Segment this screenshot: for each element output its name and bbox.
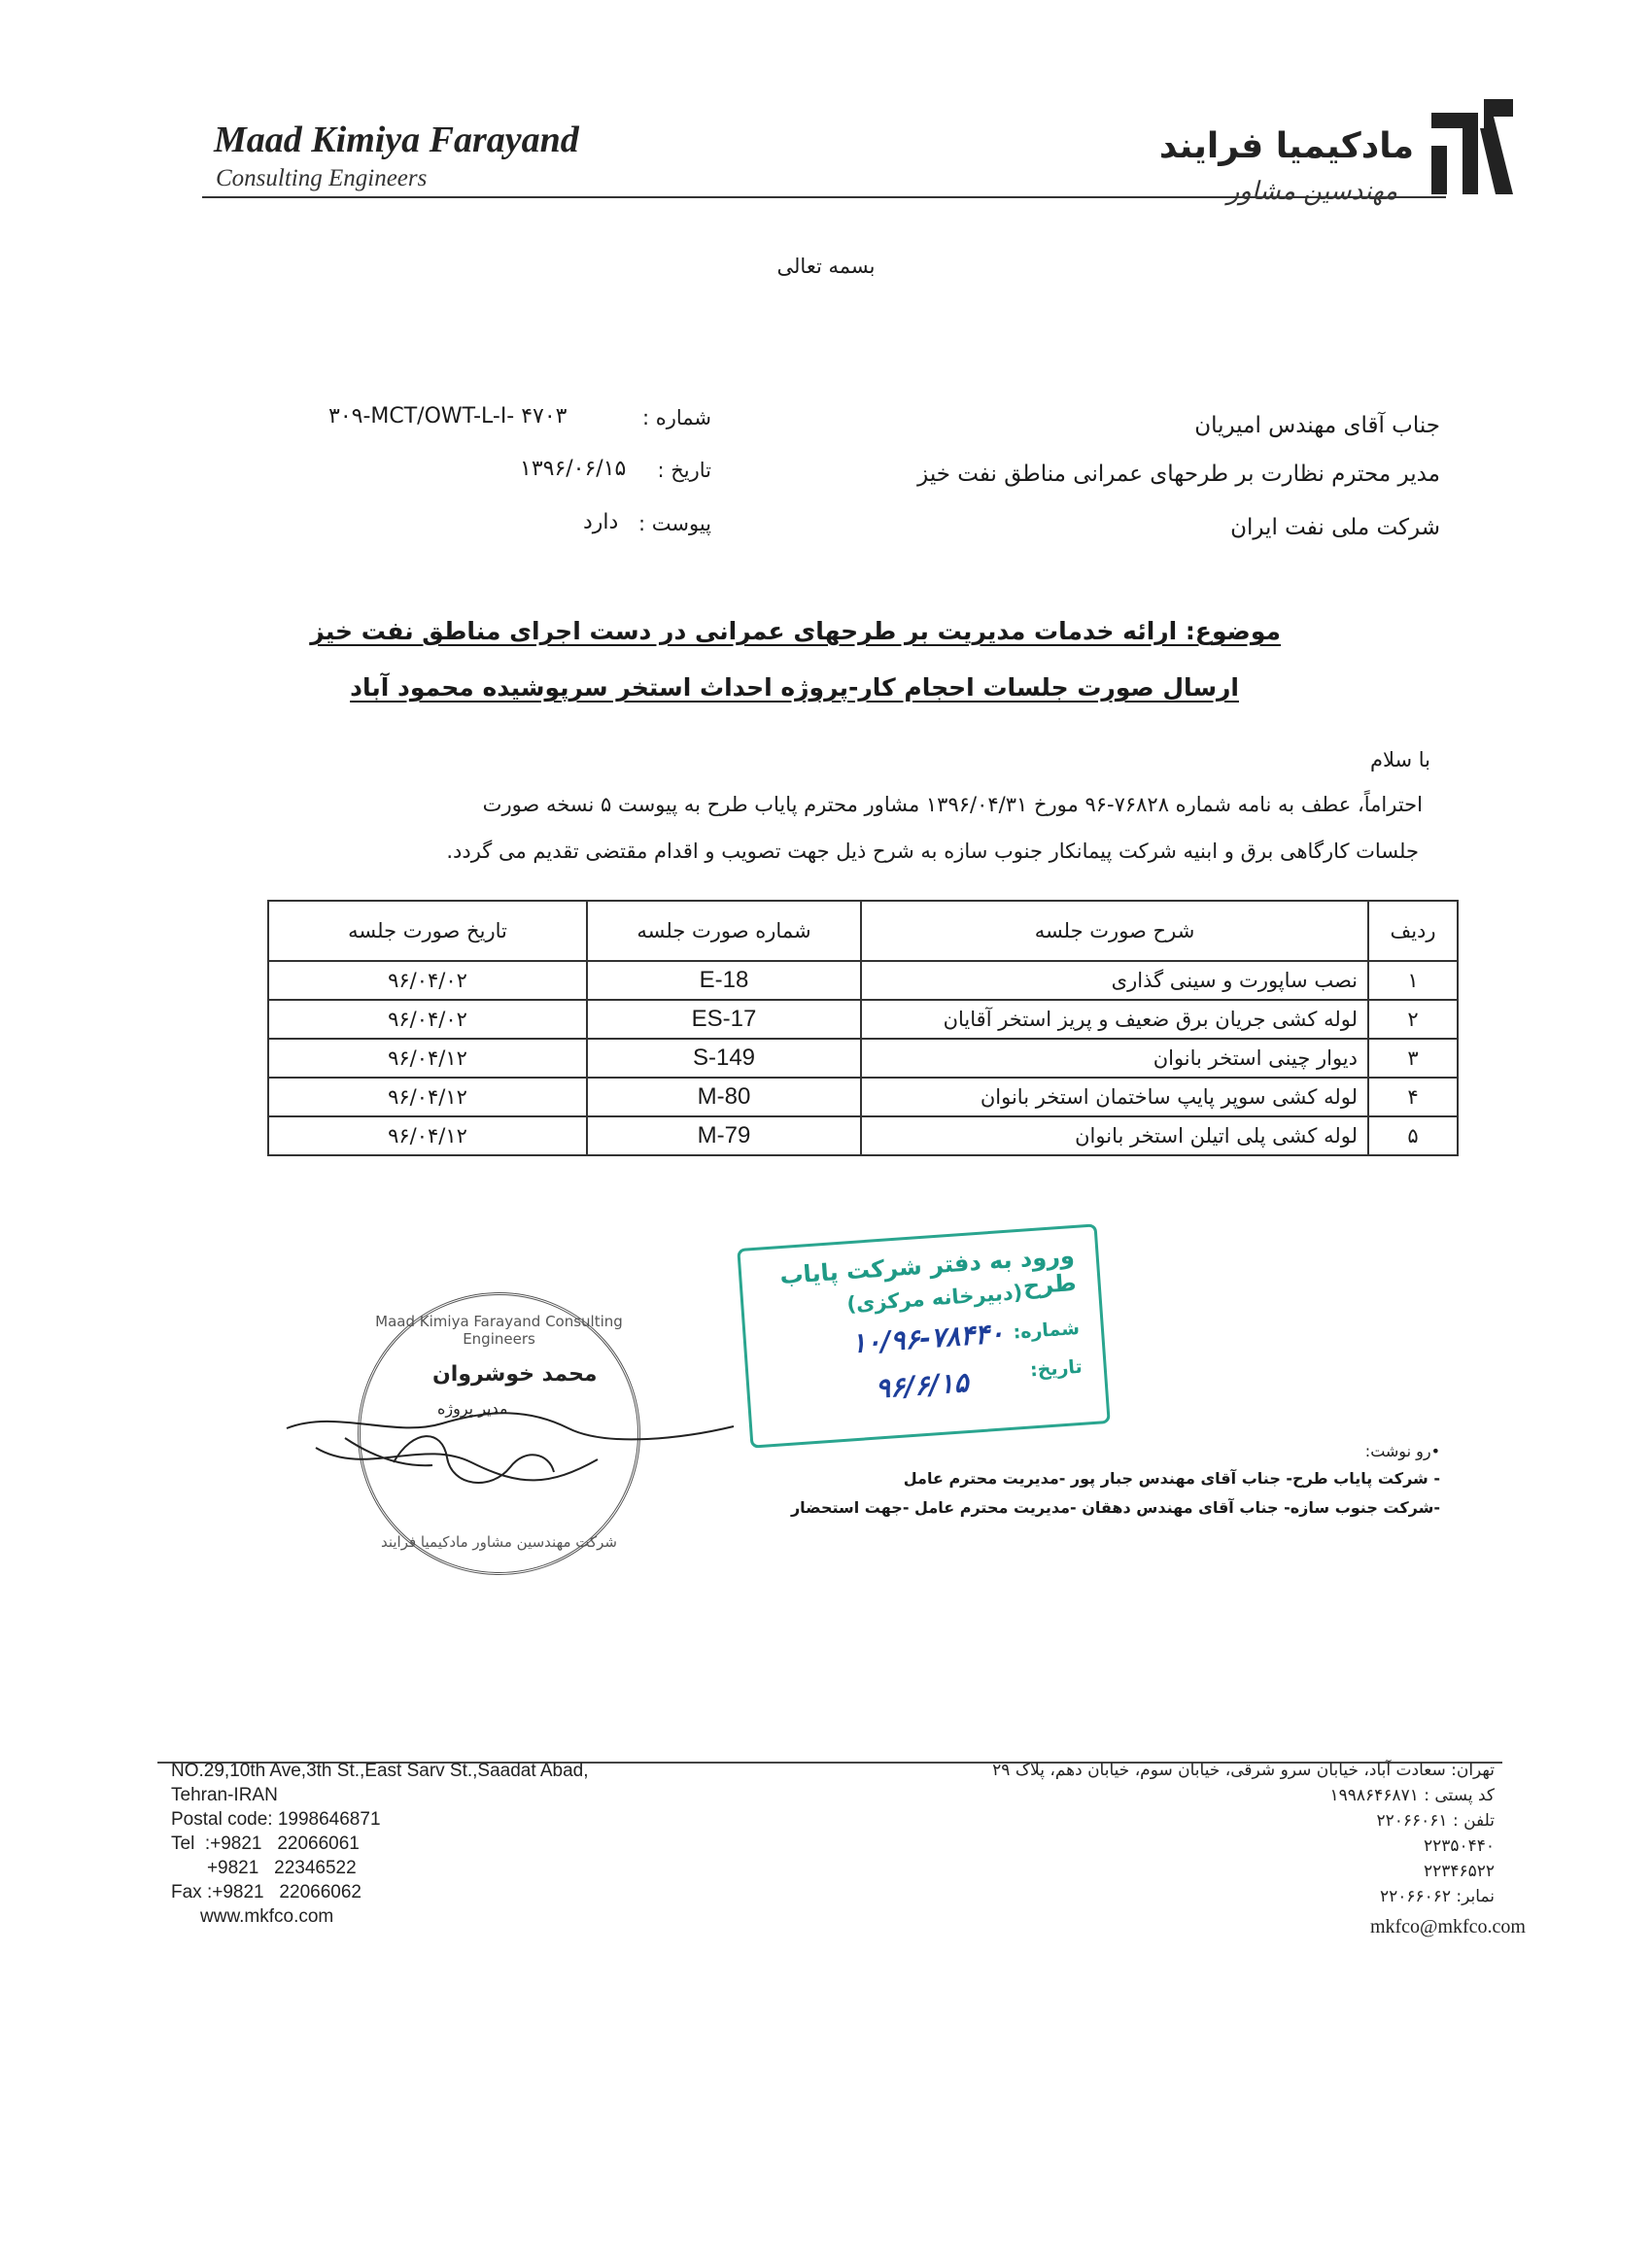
table-row <box>268 1116 1458 1155</box>
row-description: لوله کشی پلی اتیلن استخر بانوان <box>861 1116 1368 1155</box>
number-label: شماره : <box>641 406 711 429</box>
footer-website[interactable]: www.mkfco.com <box>200 1906 334 1927</box>
subject-line-2: ارسال صورت جلسات احجام کار-پروژه احداث استخر سرپوشیده محمود آباد <box>350 673 1239 702</box>
row-no: ۱ <box>1368 961 1458 1000</box>
row-number: E-18 <box>587 961 861 1000</box>
attachment-value: دارد <box>583 510 619 534</box>
greeting: با سلام <box>1369 748 1430 771</box>
table-row <box>268 1039 1458 1078</box>
body-paragraph-line-1: احتراماً، عطف به نامه شماره ۷۶۸۲۸-۹۶ مورخ ۱۳۹۶/۰۴/۳۱ مشاور محترم پایاب طرح به پیوست ۵ نسخه صورت <box>482 793 1423 816</box>
footer-address-fa: تهران: سعادت آباد، خیابان سرو شرقی، خیابان سوم، خیابان دهم، پلاک ۲۹ <box>992 1761 1495 1780</box>
footer-postal-fa: کد پستی : ۱۹۹۸۶۴۶۸۷۱ <box>1329 1786 1495 1805</box>
row-date: ۹۶/۰۴/۰۲ <box>268 961 587 1000</box>
row-date: ۹۶/۰۴/۰۲ <box>268 1000 587 1039</box>
signatory-name: محمد خوشروان <box>432 1362 598 1387</box>
footer-address-en-2: Tehran-IRAN <box>171 1785 278 1805</box>
recipient-company: شرکت ملی نفت ایران <box>1230 515 1440 540</box>
signatory-title: مدیر پروژه <box>437 1399 508 1418</box>
stamp-number-value: ۱۰/۹۶-۷۸۴۴۰ <box>850 1317 1006 1360</box>
letter-date: ۱۳۹۶/۰۶/۱۵ <box>520 457 627 481</box>
header-description: شرح صورت جلسه <box>861 901 1368 961</box>
row-no: ۴ <box>1368 1078 1458 1116</box>
row-number: M-80 <box>587 1078 861 1116</box>
row-date: ۹۶/۰۴/۱۲ <box>268 1039 587 1078</box>
header-date: تاریخ صورت جلسه <box>268 901 587 961</box>
footer-email[interactable]: mkfco@mkfco.com <box>1369 1916 1526 1937</box>
row-description: لوله کشی جریان برق ضعیف و پریز استخر آقایان <box>861 1000 1368 1039</box>
footer-fax-fa: نمابر: ۲۲۰۶۶۰۶۲ <box>1379 1887 1495 1906</box>
footer-tel-fa-2: ۲۲۳۵۰۴۴۰ <box>1423 1836 1495 1856</box>
table-row <box>268 961 1458 1000</box>
body-paragraph-line-2: جلسات کارگاهی برق و ابنیه شرکت پیمانکار جنوب سازه به شرح ذیل جهت تصویب و اقدام مقتضی تقدیم می گردد. <box>446 840 1419 863</box>
attachment-label: پیوست : <box>638 512 711 535</box>
seal-text-en: Maad Kimiya Farayand Consulting Engineers <box>375 1313 623 1348</box>
company-name-en: Maad Kimiya Farayand <box>214 120 579 160</box>
footer-tel-en-2: +9821 22346522 <box>171 1858 357 1878</box>
row-date: ۹۶/۰۴/۱۲ <box>268 1078 587 1116</box>
header-number: شماره صورت جلسه <box>587 901 861 961</box>
stamp-title: ورود به دفتر شرکت پایاب طرح <box>778 1242 1078 1300</box>
handwritten-signature-icon <box>277 1370 743 1516</box>
copy-line-2: -شرکت جنوب سازه- جناب آقای مهندس دهقان -مدیریت محترم عامل -جهت استحضار <box>790 1498 1440 1517</box>
company-subtitle-en: Consulting Engineers <box>216 165 428 191</box>
copies-heading: •رو نوشت: <box>1364 1442 1440 1460</box>
company-logo-icon <box>1424 89 1521 201</box>
minutes-table <box>267 900 1459 1156</box>
stamp-date-label: تاریخ: <box>1029 1355 1084 1382</box>
stamp-number-label: شماره: <box>1012 1317 1081 1344</box>
row-date: ۹۶/۰۴/۱۲ <box>268 1116 587 1155</box>
header-divider <box>202 196 1446 198</box>
row-description: نصب ساپورت و سینی گذاری <box>861 961 1368 1000</box>
row-description: دیوار چینی استخر بانوان <box>861 1039 1368 1078</box>
stamp-date-value: ۹۶/۶/۱۵ <box>874 1365 970 1405</box>
company-subtitle-fa: مهندسین مشاور <box>1226 177 1397 206</box>
letter-number: ۳۰۹-MCT/OWT-L-I- ۴۷۰۳ <box>328 404 568 428</box>
date-label: تاریخ : <box>657 459 711 482</box>
row-description: لوله کشی سوپر پایپ ساختمان استخر بانوان <box>861 1078 1368 1116</box>
header-row-no: ردیف <box>1368 901 1458 961</box>
row-no: ۳ <box>1368 1039 1458 1078</box>
table-row <box>268 1000 1458 1039</box>
table-row <box>268 1078 1458 1116</box>
row-number: ES-17 <box>587 1000 861 1039</box>
footer-tel-en-1: Tel :+9821 22066061 <box>171 1834 360 1854</box>
footer-fax-en: Fax :+9821 22066062 <box>171 1882 361 1902</box>
footer-address-en-1: NO.29,10th Ave,3th St.,East Sarv St.,Saadat Abad, <box>171 1761 589 1781</box>
recipient-position: مدیر محترم نظارت بر طرحهای عمرانی مناطق نفت خیز <box>917 462 1440 487</box>
stamp-subtitle: (دبیرخانه مرکزی) <box>845 1280 1023 1317</box>
receipt-stamp <box>737 1223 1110 1448</box>
subject-line-1: موضوع: ارائه خدمات مدیریت بر طرحهای عمرانی در دست اجرای مناطق نفت خیز <box>310 617 1281 645</box>
row-number: S-149 <box>587 1039 861 1078</box>
row-number: M-79 <box>587 1116 861 1155</box>
company-name-fa: مادکیمیا فرایند <box>1158 126 1414 166</box>
seal-text-fa: شرکت مهندسین مشاور مادکیمیا فرایند <box>380 1533 618 1551</box>
row-no: ۵ <box>1368 1116 1458 1155</box>
basmala: بسمه تعالی <box>776 255 876 278</box>
footer-tel-fa-1: تلفن : ۲۲۰۶۶۰۶۱ <box>1376 1811 1495 1831</box>
row-no: ۲ <box>1368 1000 1458 1039</box>
recipient-name: جناب آقای مهندس امیریان <box>1194 413 1440 438</box>
copy-line-1: - شرکت پایاب طرح- جناب آقای مهندس جبار پور -مدیریت محترم عامل <box>903 1469 1440 1488</box>
table-header-row <box>268 901 1458 961</box>
footer-postal-en: Postal code: 1998646871 <box>171 1809 381 1830</box>
footer-tel-fa-3: ۲۲۳۴۶۵۲۲ <box>1423 1862 1495 1881</box>
